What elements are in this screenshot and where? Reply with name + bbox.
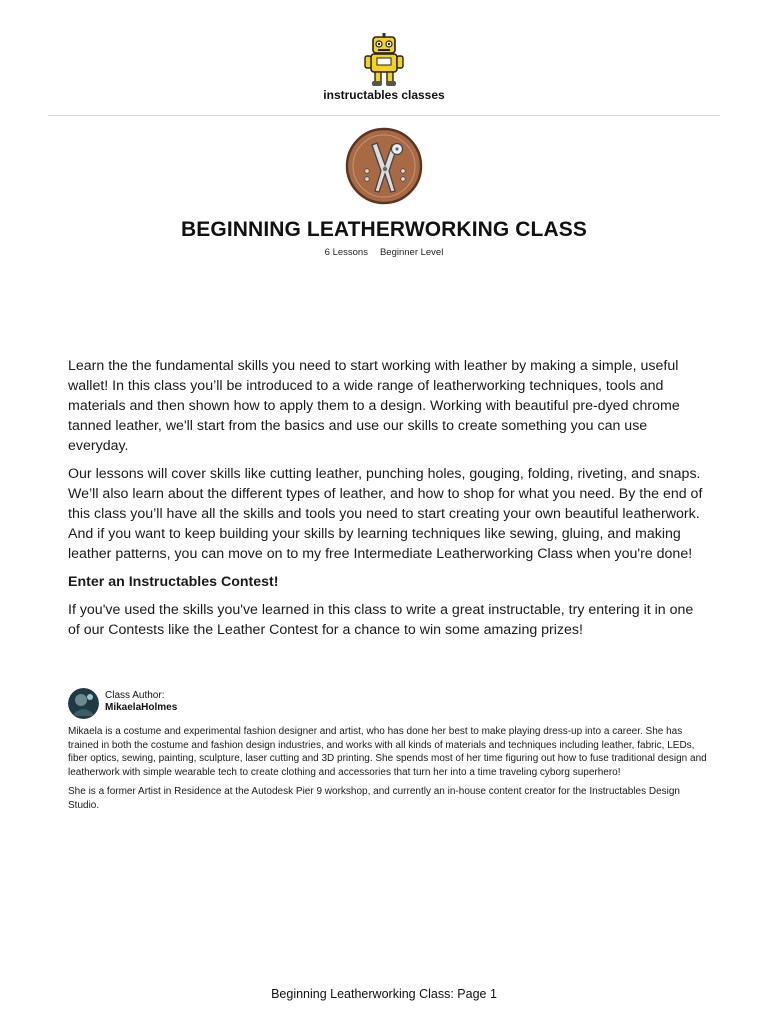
- class-description: [68, 356, 708, 648]
- author-bio: [68, 725, 708, 819]
- leather-tools-icon: [345, 127, 423, 205]
- author-name[interactable]: MikaelaHolmes: [105, 702, 178, 713]
- author-avatar[interactable]: [68, 688, 99, 719]
- page-footer: Beginning Leatherworking Class: Page 1: [271, 987, 497, 1001]
- bio-paragraph: She is a former Artist in Residence at the Autodesk Pier 9 workshop, and currently an in-house content creator for the Instructables Design Studio.: [68, 786, 680, 811]
- class-title: BEGINNING LEATHERWORKING CLASS: [181, 218, 587, 241]
- class-level: Beginner Level: [379, 247, 444, 258]
- class-meta: [0, 247, 768, 258]
- bio-paragraph: Mikaela is a costume and experimental fashion designer and artist, who has done her best to make playing dress-up into a career. She has trained in both the costume and fashion design industries, and works with all kinds of materials and techniques including leather, fabric, LEDs, fiber optics, sewing, painting, sculpture, laser cutting and 3D printing. She spends most of her time figuring out how to fuse traditional design and leatherwork with simple wearable tech to create clothing and accessories that turn her into a time traveling cyborg superhero!: [68, 726, 707, 778]
- instructables-robot-icon[interactable]: [362, 33, 406, 87]
- page-header: [0, 0, 768, 116]
- brand-label[interactable]: instructables classes: [323, 88, 445, 102]
- lessons-paragraph: Our lessons will cover skills like cutting leather, punching holes, gouging, folding, riveting, and snaps. We’ll also learn about the different types of leather, and how to shop for what you need. By the end of this class you’ll have all the skills and tools you need to start creating your own beautiful leatherwork. And if you want to keep building your skills by learning techniques like sewing, gluing, and making leather patterns, you can move on to my free Intermediate Leatherworking Class when you're done!: [68, 466, 703, 562]
- author-label: Class Author:: [105, 690, 165, 701]
- contest-heading: Enter an Instructables Contest!: [68, 574, 279, 590]
- contest-paragraph: If you've used the skills you've learned in this class to write a great instructable, try entering it in one of our Contests like the Leather Contest for a chance to win some amazing prizes!: [68, 602, 694, 638]
- intro-paragraph: Learn the the fundamental skills you need to start working with leather by making a simple, useful wallet! In this class you’ll be introduced to a wide range of leatherworking techniques, tools and materials and then shown how to apply them to a design. Working with beautiful pre-dyed chrome tanned leather, we'll start from the basics and use our skills to create something you can use everyday.: [68, 358, 680, 454]
- lessons-count: 6 Lessons: [324, 247, 368, 258]
- header-divider: [48, 115, 720, 116]
